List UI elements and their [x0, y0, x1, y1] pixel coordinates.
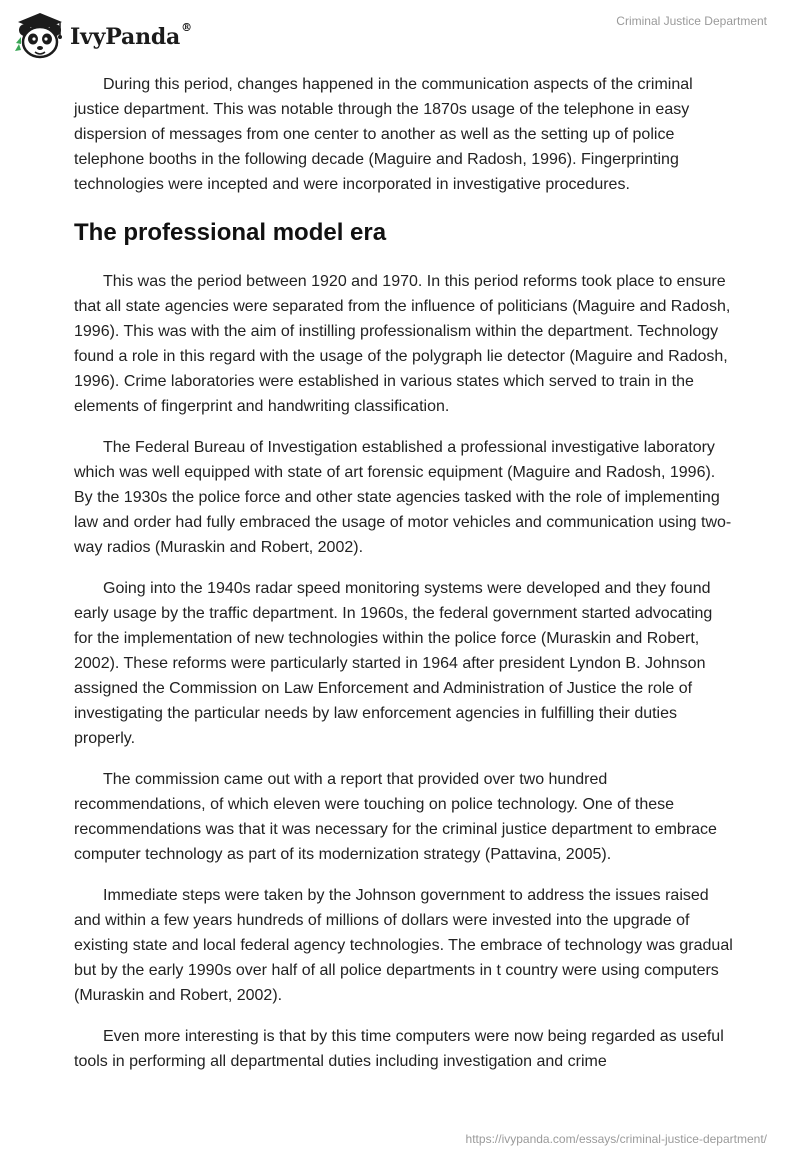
paragraph: During this period, changes happened in the communication aspects of the criminal justice department. This was notable through the 1870s usage of the telephone in easy dispersion of messages from one center to another as well as the setting up of police telephone booths in the following decade (Maguire and Radosh, 1996). Fingerprinting technologies were incepted and were incorporated in investigative procedures.	[74, 76, 693, 193]
paragraph: Even more interesting is that by this time computers were now being regarded as useful tools in performing all departmental duties including investigation and crime	[74, 1028, 724, 1070]
document-title: Criminal Justice Department	[616, 14, 767, 28]
panda-graduate-icon	[14, 10, 66, 60]
section-heading: The professional model era	[74, 219, 387, 246]
brand-name: IvyPanda®	[70, 21, 192, 50]
paragraph: Immediate steps were taken by the Johnson government to address the issues raised and within a few years hundreds of millions of dollars were invested into the upgrade of existing state and local federal agency technologies. The embrace of technology was gradual but by the early 1990s over half of all police departments in t country were using computers (Muraskin and Robert, 2002).	[74, 887, 733, 1004]
brand-logo[interactable]	[14, 10, 192, 60]
essay-content	[74, 72, 734, 1090]
paragraph: Going into the 1940s radar speed monitoring systems were developed and they found early usage by the traffic department. In 1960s, the federal government started advocating for the implementation of new technologies within the police force (Muraskin and Robert, 2002). These reforms were particularly started in 1964 after president Lyndon B. Johnson assigned the Commission on Law Enforcement and Administration of Justice the role of investigating the particular needs by law enforcement agencies in fulfilling their duties properly.	[74, 580, 713, 747]
page-header	[0, 0, 800, 70]
paragraph: This was the period between 1920 and 1970. In this period reforms took place to ensure that all state agencies were separated from the influence of politicians (Maguire and Radosh, 1996). This was with the aim of instilling professionalism within the department. Technology found a role in this regard with the usage of the polygraph lie detector (Maguire and Radosh, 1996). Crime laboratories were established in various states which served to train in the elements of fingerprint and handwriting classification.	[74, 273, 731, 415]
source-url[interactable]: https://ivypanda.com/essays/criminal-justice-department/	[465, 1132, 767, 1146]
paragraph: The commission came out with a report that provided over two hundred recommendations, of which eleven were touching on police technology. One of these recommendations was that it was necessary for the criminal justice department to embrace computer technology as part of its modernization strategy (Pattavina, 2005).	[74, 771, 717, 863]
paragraph: The Federal Bureau of Investigation established a professional investigative laboratory which was well equipped with state of art forensic equipment (Maguire and Radosh, 1996). By the 1930s the police force and other state agencies tasked with the role of implementing law and order had fully embraced the usage of motor vehicles and communication using two-way radios (Muraskin and Robert, 2002).	[74, 439, 732, 556]
